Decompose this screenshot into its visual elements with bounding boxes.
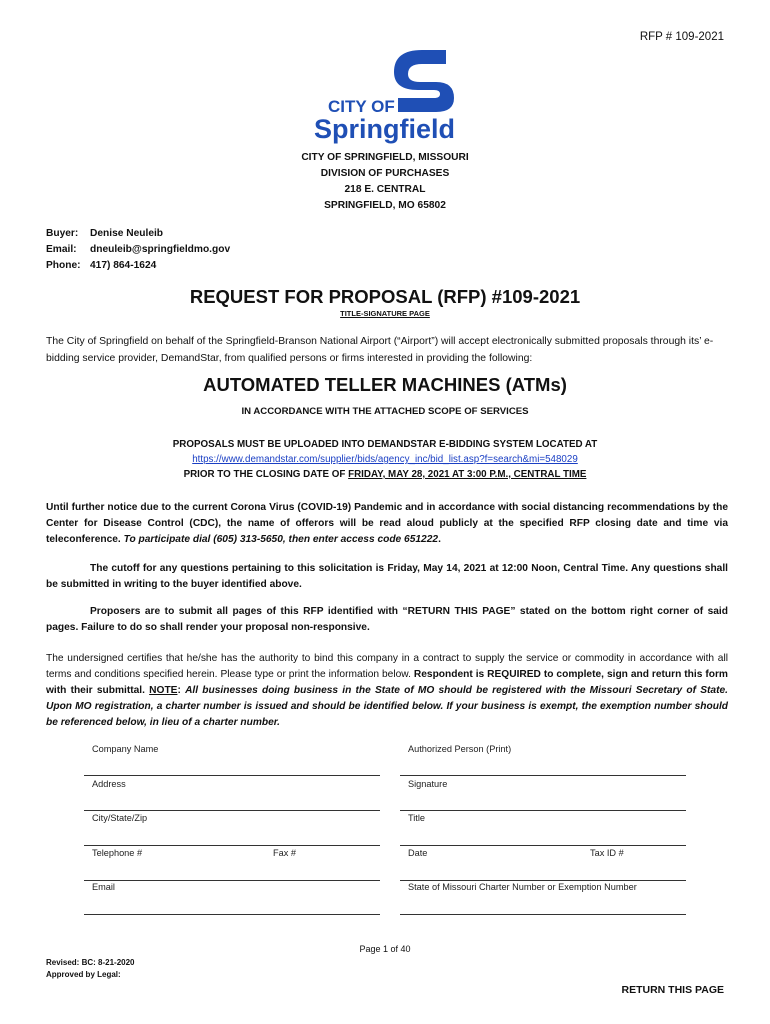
certify-plain: The undersigned certifies that he/she has the authority to bind this company in a contract to supply the service or commodity in accordance with all terms and conditions specified herein. Please type or print the information below. — [46, 653, 728, 680]
buyer-name: Denise Neuleib — [90, 228, 164, 239]
division-address — [0, 150, 770, 214]
certify-paragraph: The undersigned certifies that he/she has the authority to bind this company in a contract to supply the service or commodity in accordance with all terms and conditions specified herein. Please type or print the information below. Respondent is REQUIRED to complete, sign and return this form with their submittal. NOTE: All businesses doing business in the State of MO should be registered with the Missouri Secretary of State. Upon MO registration, a charter number is issued and should be identified below. If your business is exempt, the exemption number should be referenced below, in lieu of a charter number. — [46, 653, 728, 728]
date-label: Date — [408, 848, 428, 858]
address-line: DIVISION OF PURCHASES — [320, 168, 450, 179]
address-line: CITY OF SPRINGFIELD, MISSOURI — [301, 152, 469, 163]
title-label: Title — [408, 813, 426, 823]
buyer-contact — [46, 226, 230, 274]
address-line: 218 E. CENTRAL — [344, 184, 426, 195]
address-line: SPRINGFIELD, MO 65802 — [324, 200, 446, 211]
buyer-phone: 417) 864-1624 — [90, 260, 157, 271]
signature-label: Signature — [408, 779, 448, 789]
date-tax-id-field[interactable] — [400, 880, 686, 881]
intro-paragraph: The City of Springfield on behalf of the Springfield-Branson National Airport (“Airport”) will accept electronically submitted proposals through its’ e-bidding service provider, DemandStar, from qualified persons or firms interested in providing the following: — [46, 336, 714, 364]
upload-line: PROPOSALS MUST BE UPLOADED INTO DEMANDSTAR E-BIDDING SYSTEM LOCATED AT — [172, 439, 598, 450]
phone-label: Phone: — [46, 260, 81, 271]
buyer-email[interactable]: dneuleib@springfieldmo.gov — [90, 244, 231, 255]
logo-line1: CITY OF — [328, 97, 395, 116]
approved-line: Approved by Legal: — [46, 970, 121, 979]
charter-label: State of Missouri Charter Number or Exemption Number — [408, 882, 637, 892]
prior-prefix: PRIOR TO THE CLOSING DATE OF — [183, 469, 349, 480]
covid-dial: To participate dial (605) 313-5650, then enter access code 651222 — [123, 534, 439, 545]
closing-date: FRIDAY, MAY 28, 2021 AT 3:00 P.M., CENTRAL TIME — [348, 469, 587, 480]
return-this-page: RETURN THIS PAGE — [621, 984, 724, 996]
revision-info — [46, 957, 134, 981]
cutoff-paragraph: The cutoff for any questions pertaining to this solicitation is Friday, May 14, 2021 at 12:00 Noon, Central Time. Any questions shall be submitted in writing to the buyer identified above. — [46, 563, 728, 590]
note-text: All businesses doing business in the State of MO should be registered with the Missouri Secretary of State. Upon MO registration, a charter number is issued and should be identified below. If your business is exempt, the exemption number should be referenced below, in lieu of a charter number. — [46, 685, 728, 728]
item-title: AUTOMATED TELLER MACHINES (ATMs) — [203, 374, 567, 395]
tax-id-label: Tax ID # — [590, 848, 624, 858]
submit-pages-paragraph: Proposers are to submit all pages of this RFP identified with “RETURN THIS PAGE” stated on the bottom right corner of said pages. Failure to do so shall render your proposal non-responsive. — [46, 606, 728, 633]
certify-required: Respondent is REQUIRED to complete, sign and return this form with their submittal. — [46, 669, 728, 696]
authorized-person-field[interactable] — [400, 775, 686, 776]
company-name-label: Company Name — [92, 744, 159, 754]
address-label: Address — [92, 779, 126, 789]
covid-text: Until further notice due to the current Corona Virus (COVID-19) Pandemic and in accordance with social distancing recommendations by the Center for Disease Control (CDC), the name of offerors will be read aloud publicly at the specified RFP closing date and time via teleconference. — [46, 502, 728, 545]
rfp-number: RFP # 109-2021 — [639, 31, 724, 43]
demandstar-link[interactable]: https://www.demandstar.com/supplier/bids/agency_inc/bid_list.asp?f=search&mi=548029 — [192, 454, 578, 465]
page-number: Page 1 of 40 — [359, 944, 411, 954]
buyer-label: Buyer: — [46, 228, 79, 239]
company-name-field[interactable] — [84, 775, 380, 776]
logo-line2: Springfield — [314, 114, 455, 144]
page-title: REQUEST FOR PROPOSAL (RFP) #109-2021 — [189, 286, 581, 307]
city-state-zip-label: City/State/Zip — [92, 813, 148, 823]
email-label: Email: — [46, 244, 77, 255]
address-field[interactable] — [84, 810, 380, 811]
covid-paragraph: Until further notice due to the current Corona Virus (COVID-19) Pandemic and in accordance with social distancing recommendations by the Center for Disease Control (CDC), the name of offerors will be read aloud publicly at the specified RFP closing date and time via teleconference. To participate dial (605) 313-5650, then enter access code 651222. — [46, 502, 728, 545]
email-field[interactable] — [84, 914, 380, 915]
authorized-person-label: Authorized Person (Print) — [408, 744, 512, 754]
revised-line: Revised: BC: 8-21-2020 — [46, 958, 135, 967]
city-state-zip-field[interactable] — [84, 845, 380, 846]
springfield-s-icon — [394, 50, 454, 112]
page-subtitle: TITLE-SIGNATURE PAGE — [340, 309, 430, 318]
telephone-fax-field[interactable] — [84, 880, 380, 881]
upload-instructions — [0, 437, 770, 482]
scope-note: IN ACCORDANCE WITH THE ATTACHED SCOPE OF SERVICES — [241, 406, 529, 417]
telephone-label: Telephone # — [92, 848, 143, 858]
signature-field[interactable] — [400, 810, 686, 811]
title-field[interactable] — [400, 845, 686, 846]
email-field-label: Email — [92, 882, 115, 892]
note-label: NOTE — [149, 685, 178, 696]
fax-label: Fax # — [273, 848, 296, 858]
city-of-springfield-logo — [312, 46, 462, 144]
charter-field[interactable] — [400, 914, 686, 915]
